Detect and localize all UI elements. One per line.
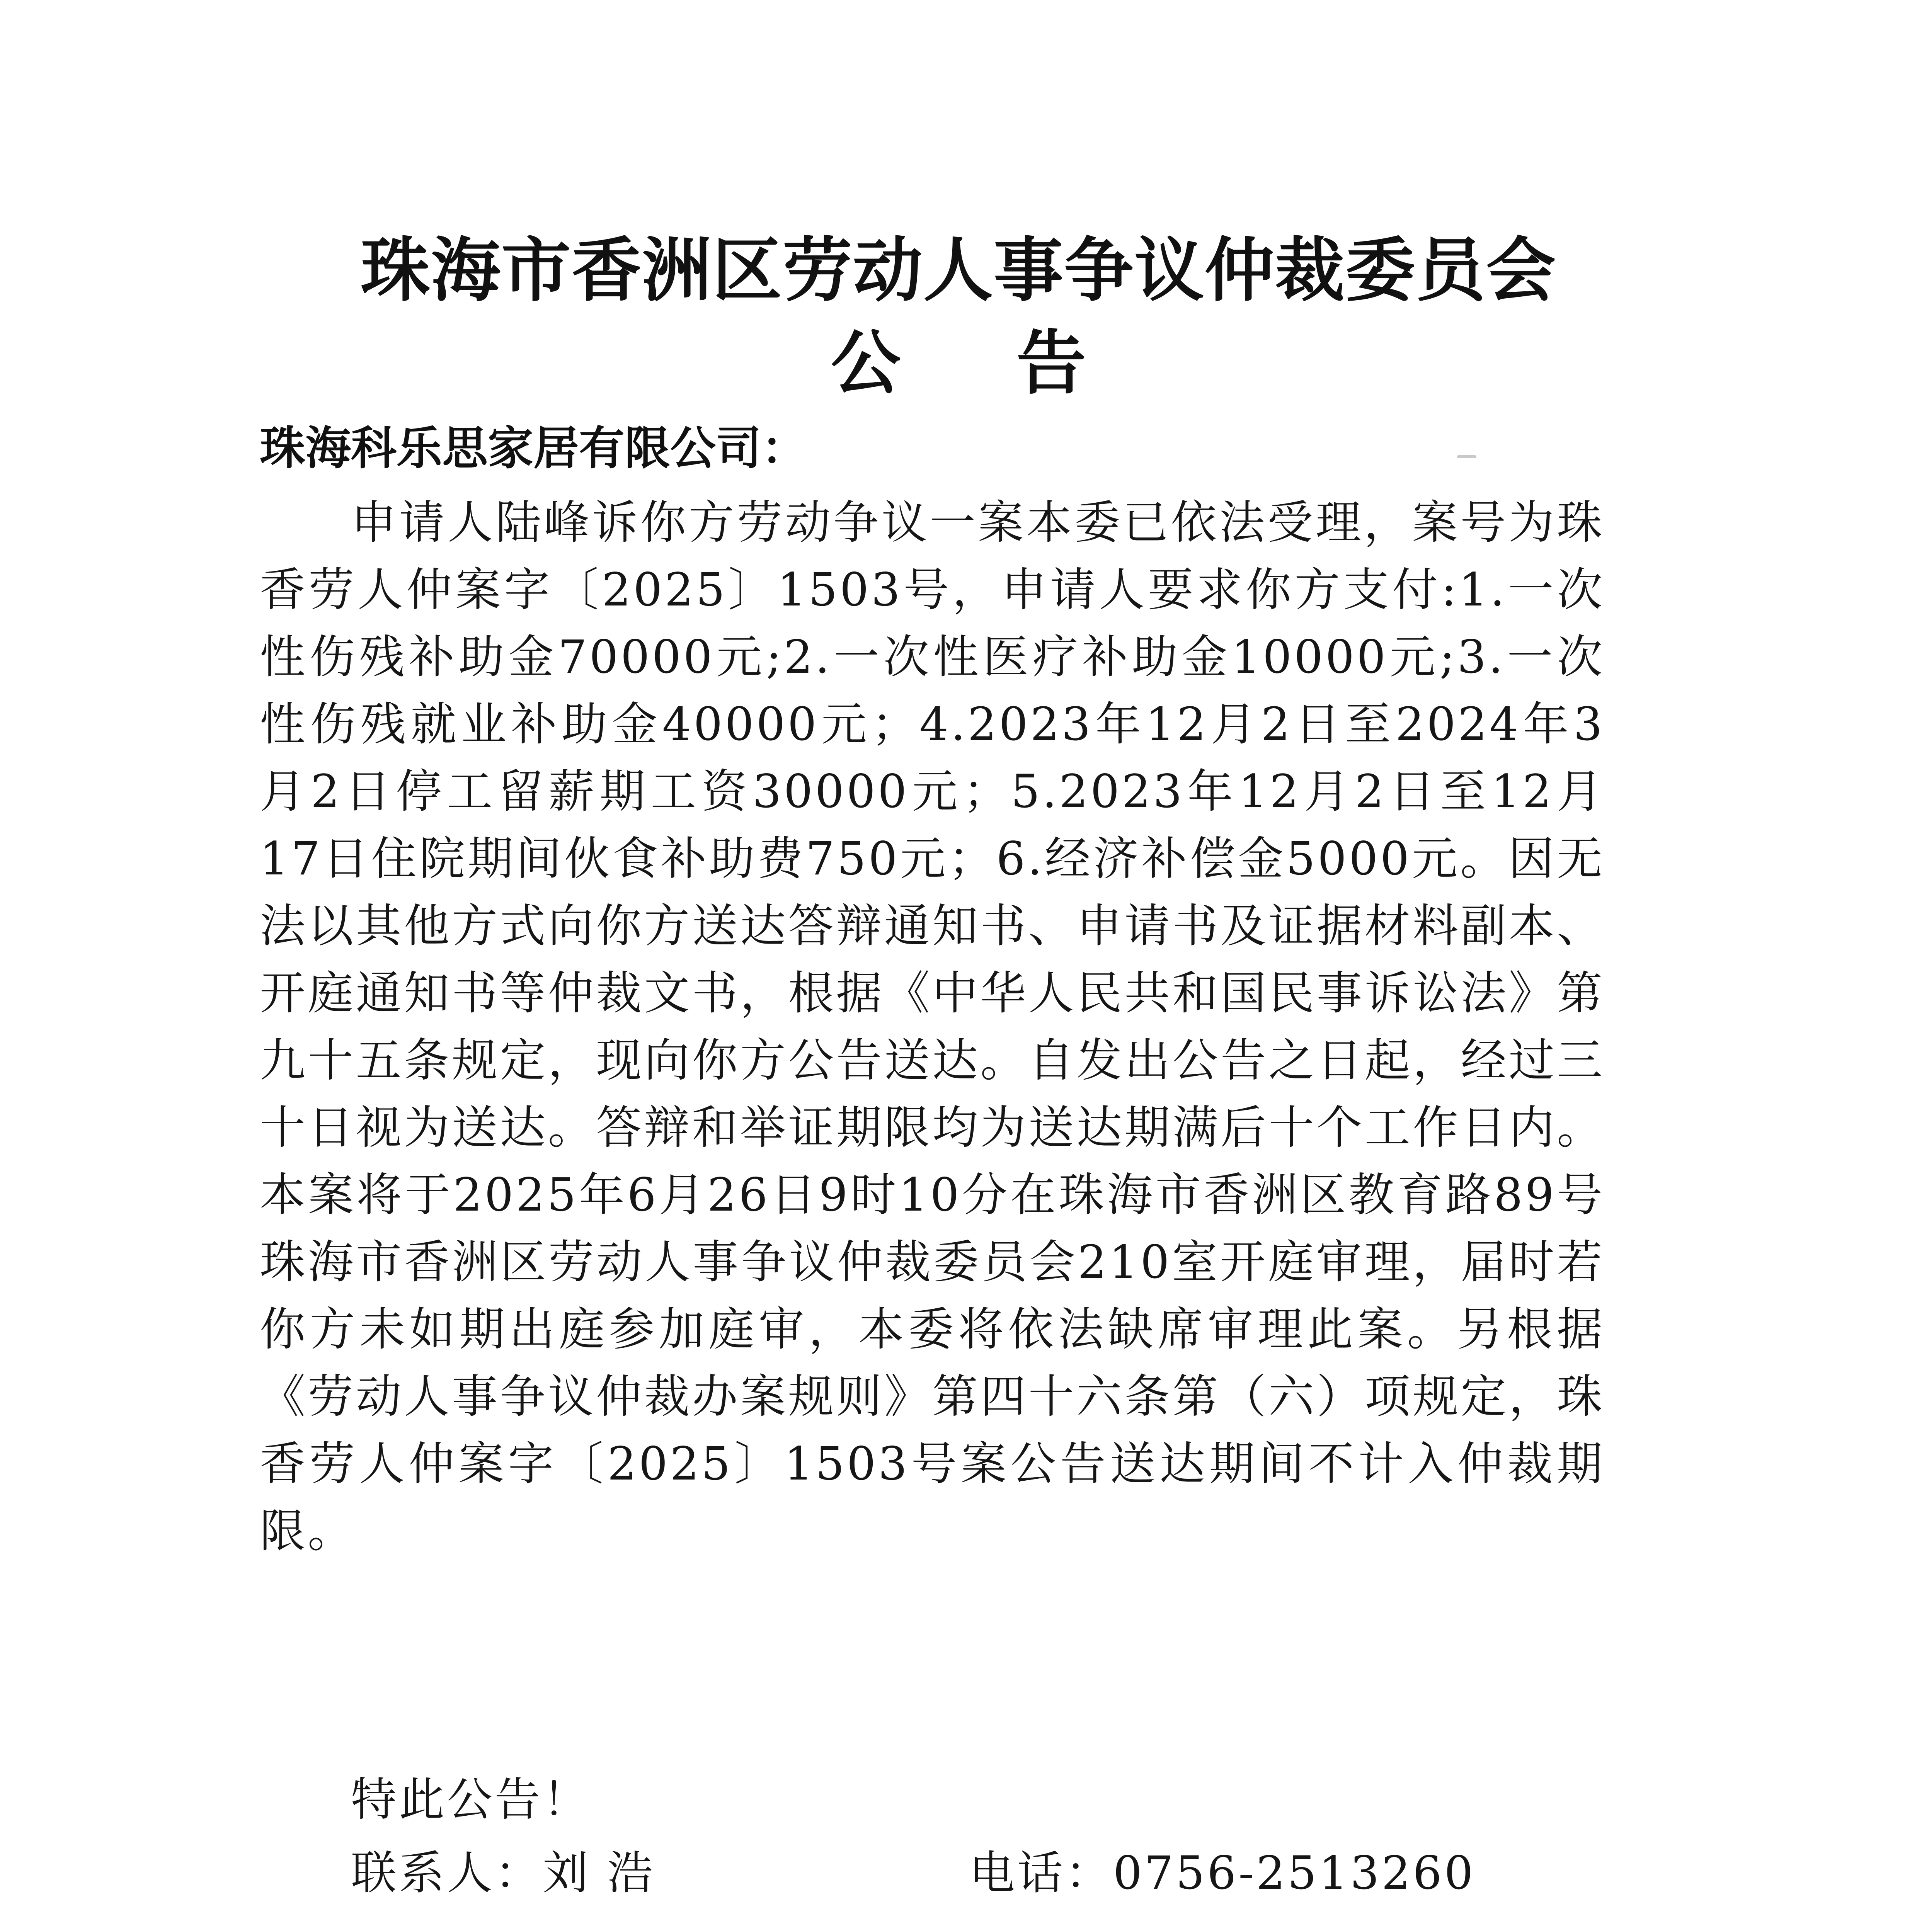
notice-body: 申请人陆峰诉你方劳动争议一案本委已依法受理，案号为珠香劳人仲案字〔2025〕1503号，申请人要求你方支付:1.一次性伤残补助金70000元;2.一次性医疗补助金10000元;3.一次性伤残就业补助金40000元；4.2023年12月2日至2024年3月2日停工留薪期工资30000元；5.2023年12月2日至12月17日住院期间伙食补助费750元；6.经济补偿金5000元。因无法以其他方式向你方送达答辩通知书、申请书及证据材料副本、开庭通知书等仲裁文书，根据《中华人民共和国民事诉讼法》第九十五条规定，现向你方公告送达。自发出公告之日起，经过三十日视为送达。答辩和举证期限均为送达期满后十个工作日内。本案将于2025年6月26日9时10分在珠海市香洲区教育路89号珠海市香洲区劳动人事争议仲裁委员会210室开庭审理，届时若你方未如期出庭参加庭审，本委将依法缺席审理此案。另根据《劳动人事争议仲裁办案规则》第四十六条第（六）项规定，珠香劳人仲案字〔2025〕1503号案公告送达期间不计入仲裁期限。 [260, 496, 1605, 1558]
document-subtitle: 公告 [831, 322, 1202, 404]
scan-mark [1457, 455, 1476, 458]
addressee: 珠海科乐思家居有限公司： [260, 421, 807, 475]
contact-row [351, 1839, 1626, 1906]
contact-person: 联系人：刘 浩 [351, 1846, 655, 1900]
contact-phone: 电话：0756-2513260 [969, 1846, 1476, 1900]
closing-line: 特此公告！ [351, 1773, 591, 1826]
document-title: 珠海市香洲区劳动人事争议仲裁委员会 [360, 230, 1556, 311]
